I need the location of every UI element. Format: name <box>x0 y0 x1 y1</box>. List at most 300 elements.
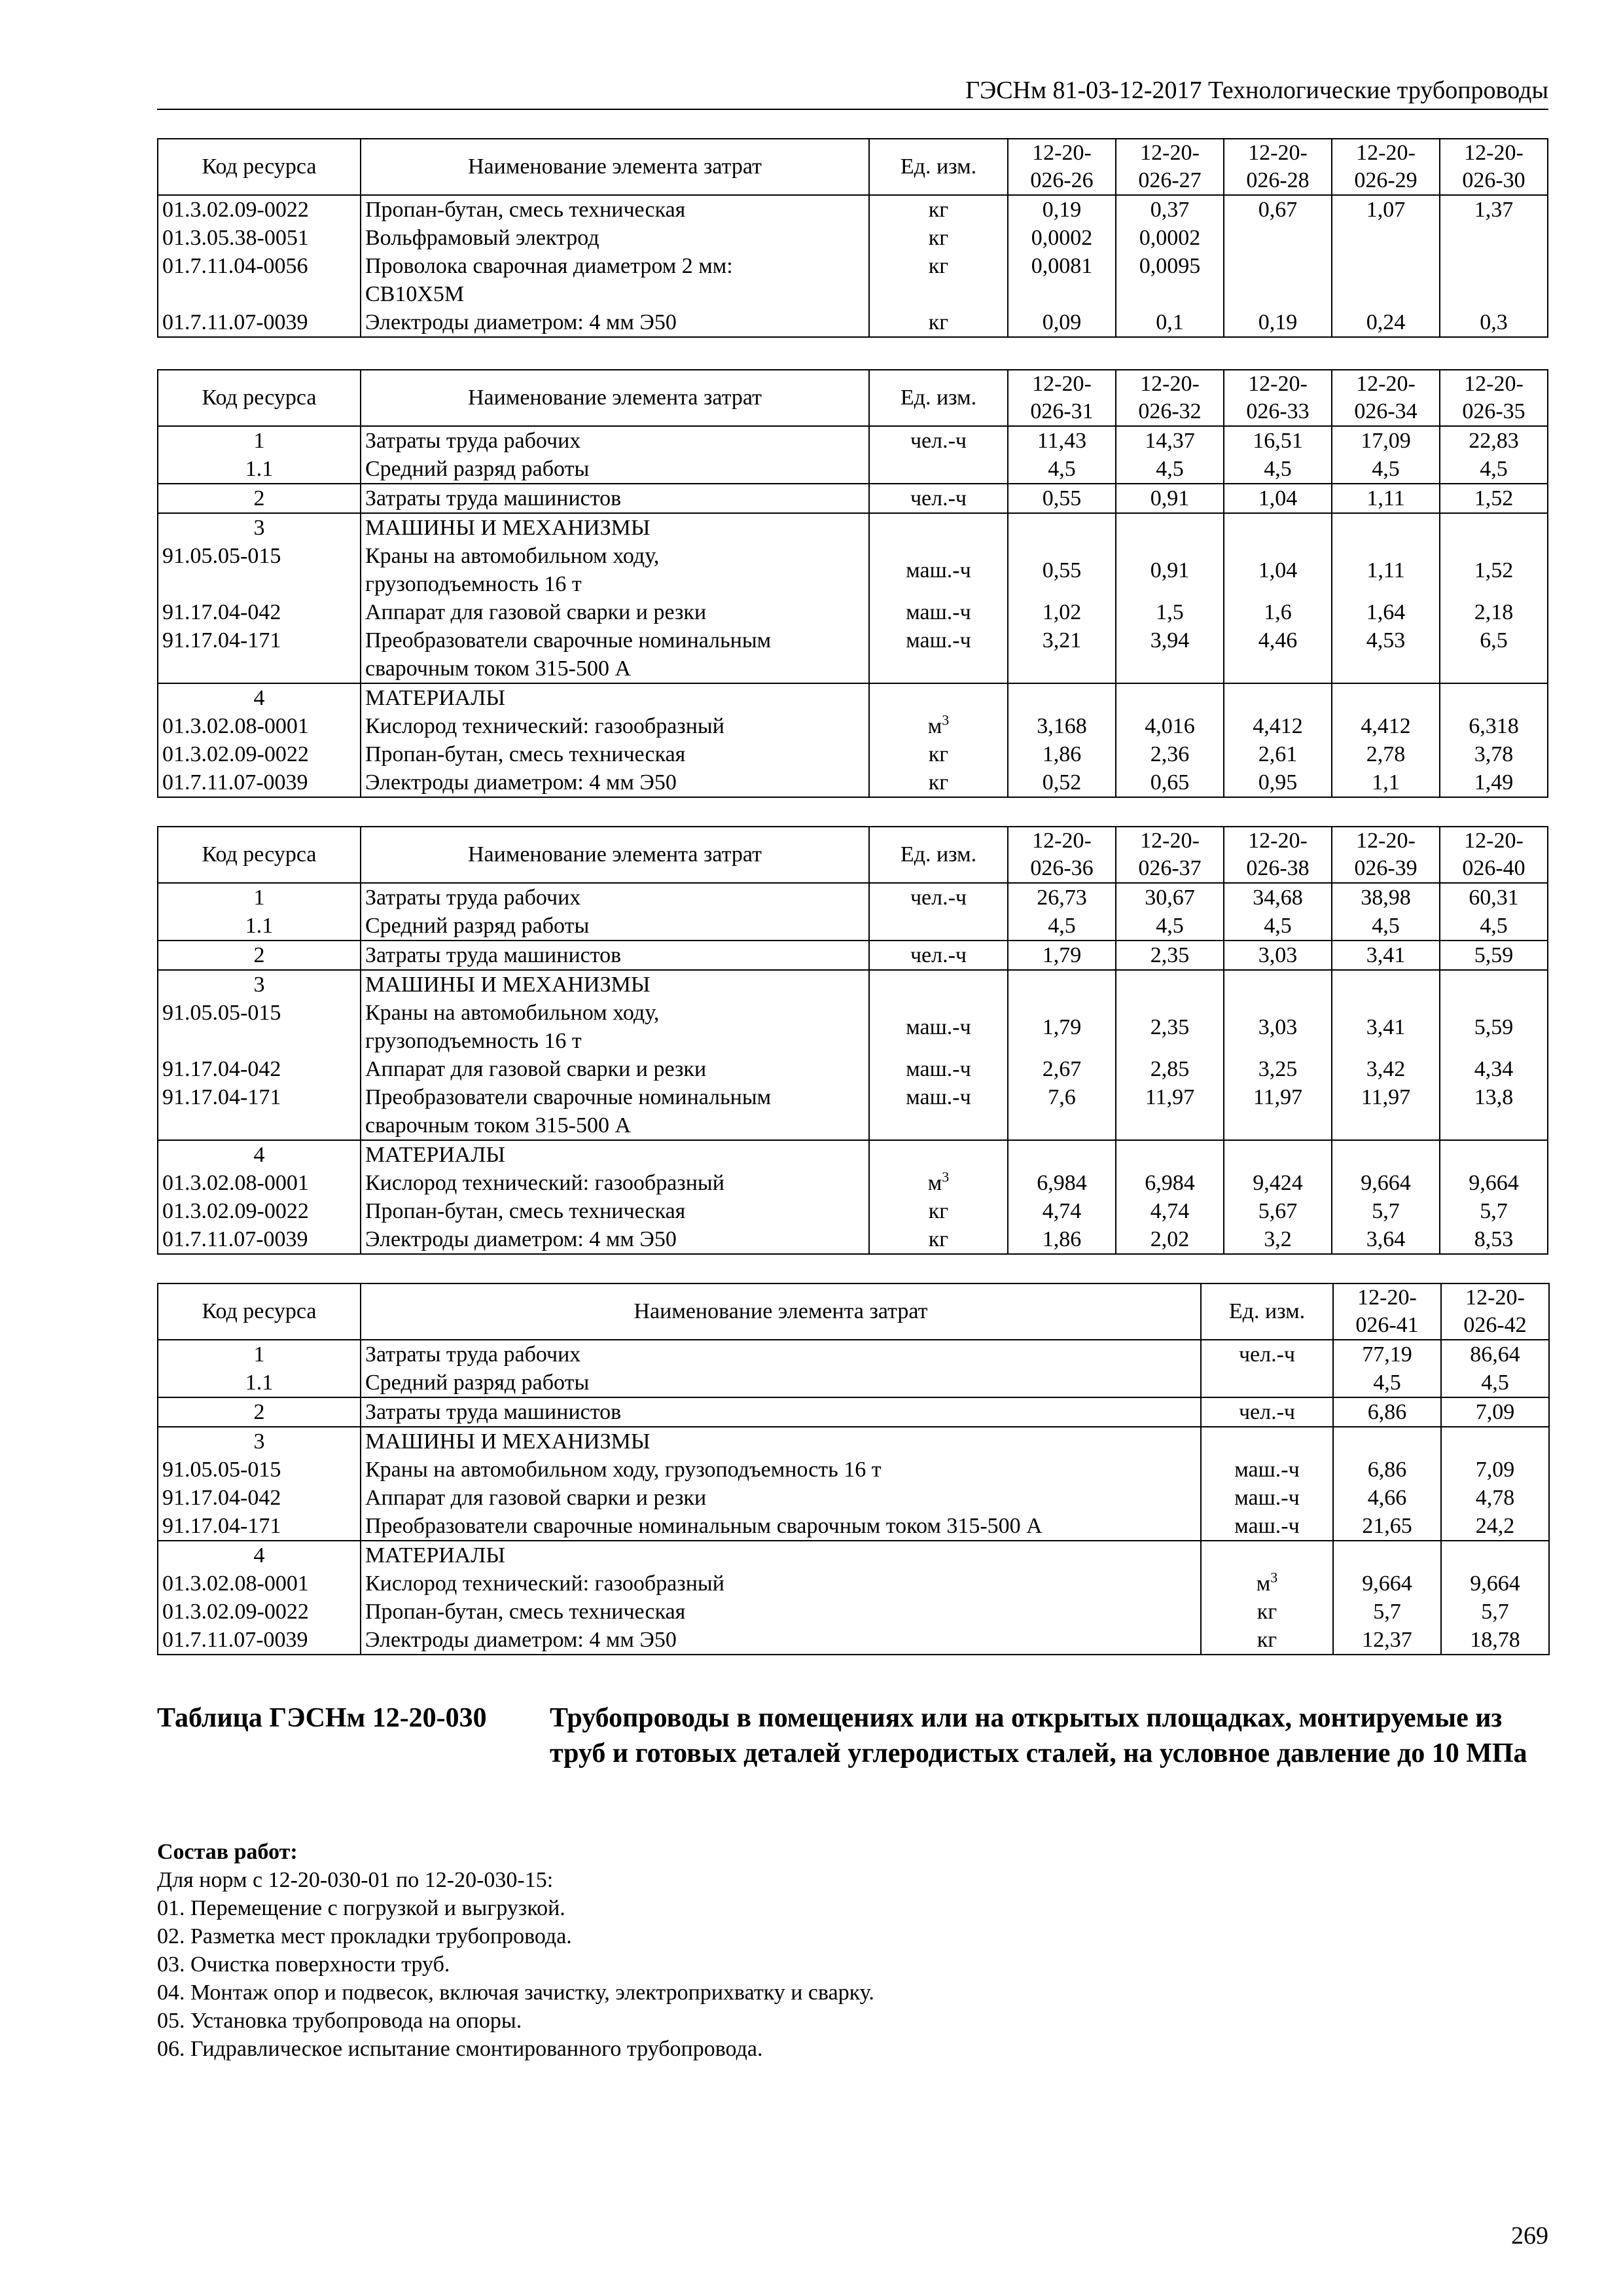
resource-unit: чел.-ч <box>1201 1340 1333 1369</box>
unit-superscript: 3 <box>942 1169 950 1185</box>
resource-name: Средний разряд работы <box>361 912 869 941</box>
norm-value: 1,49 <box>1440 768 1548 797</box>
norm-value: 3,41 <box>1332 999 1440 1055</box>
norm-value: 3,42 <box>1332 1055 1440 1083</box>
resource-unit <box>1201 1369 1333 1397</box>
norm-value <box>1440 683 1548 712</box>
norm-value: 2,67 <box>1008 1055 1116 1083</box>
norm-value: 4,46 <box>1224 626 1332 683</box>
resource-code: 1 <box>158 426 361 455</box>
norm-value: 0,95 <box>1224 768 1332 797</box>
col-header-norm <box>1440 827 1548 883</box>
resource-name: Затраты труда машинистов <box>361 1397 1201 1427</box>
norm-value: 34,68 <box>1224 883 1332 912</box>
table-row <box>158 1140 1548 1169</box>
col-header-norm <box>1332 370 1440 426</box>
resource-name: Пропан-бутан, смесь техническая <box>361 740 869 768</box>
col-header-norm <box>1440 139 1548 195</box>
resource-name: Кислород технический: газообразный <box>361 1169 869 1197</box>
resource-unit: маш.-ч <box>1201 1456 1333 1484</box>
resource-table-1 <box>157 138 1548 338</box>
page-number: 269 <box>1511 2222 1548 2250</box>
section-heading: МАШИНЫ И МЕХАНИЗМЫ <box>361 970 869 999</box>
table-row <box>158 768 1548 797</box>
norm-value: 1,37 <box>1440 195 1548 224</box>
norm-value: 5,59 <box>1440 999 1548 1055</box>
work-composition <box>157 1838 1548 2063</box>
table-row <box>158 1626 1549 1655</box>
norm-value: 1,52 <box>1440 542 1548 598</box>
norm-value <box>1333 1541 1441 1570</box>
norm-value: 9,424 <box>1224 1169 1332 1197</box>
norm-value: 2,85 <box>1116 1055 1224 1083</box>
resource-name: Аппарат для газовой сварки и резки <box>361 1484 1201 1512</box>
resource-code: 91.17.04-042 <box>158 1484 361 1512</box>
norm-value: 5,7 <box>1333 1598 1441 1626</box>
resource-code: 01.3.02.09-0022 <box>158 1598 361 1626</box>
norm-code: 12-20- 026-31 <box>1030 372 1094 423</box>
norm-value: 4,34 <box>1440 1055 1548 1083</box>
norm-value: 0,0002 <box>1008 224 1116 252</box>
norm-value: 12,37 <box>1333 1626 1441 1655</box>
norm-value <box>1440 252 1548 308</box>
col-header-norm <box>1224 370 1332 426</box>
resource-code: 01.7.11.07-0039 <box>158 308 361 337</box>
norm-value: 6,984 <box>1116 1169 1224 1197</box>
table-row <box>158 912 1548 941</box>
resource-code: 01.7.11.04-0056 <box>158 252 361 308</box>
resource-unit: кг <box>869 1197 1008 1225</box>
resource-code: 3 <box>158 970 361 999</box>
norm-value: 5,7 <box>1332 1197 1440 1225</box>
norm-value <box>1224 252 1332 308</box>
norm-code: 12-20- 026-28 <box>1246 141 1310 192</box>
resource-unit <box>869 970 1008 999</box>
resource-name: Преобразователи сварочные номинальным сварочным током 315-500 А <box>361 1083 869 1140</box>
resource-code: 91.17.04-171 <box>158 1083 361 1140</box>
col-header-norm <box>1224 139 1332 195</box>
col-header-norm <box>1008 370 1116 426</box>
table-header-row <box>158 370 1548 426</box>
norm-value: 0,1 <box>1116 308 1224 337</box>
norm-value <box>1441 1427 1549 1456</box>
norm-value: 4,5 <box>1440 912 1548 941</box>
table-row <box>158 1083 1548 1140</box>
norm-code: 12-20- 026-37 <box>1138 829 1202 880</box>
norm-value: 24,2 <box>1441 1512 1549 1541</box>
resource-code: 91.05.05-015 <box>158 999 361 1055</box>
norm-value: 9,664 <box>1333 1570 1441 1598</box>
unit-text: м <box>1256 1571 1271 1596</box>
norm-value: 1,02 <box>1008 598 1116 626</box>
table-caption-title: Трубопроводы в помещениях или на открытых площадках, монтируемые из труб и готовых деталей углеродистых сталей, на условное давление до 10 МПа <box>550 1703 1527 1768</box>
norm-value: 2,78 <box>1332 740 1440 768</box>
norm-value: 3,2 <box>1224 1225 1332 1254</box>
norm-value <box>1224 513 1332 542</box>
norm-value <box>1008 970 1116 999</box>
resource-unit: маш.-ч <box>869 999 1008 1055</box>
table-header-row <box>158 1283 1549 1340</box>
norm-value: 1,04 <box>1224 542 1332 598</box>
norm-value: 9,664 <box>1332 1169 1440 1197</box>
resource-name: Затраты труда рабочих <box>361 1340 1201 1369</box>
norm-code: 12-20- 026-38 <box>1246 829 1310 880</box>
resource-name: Проволока сварочная диаметром 2 мм: СВ10Х5М <box>361 252 869 308</box>
norm-value: 14,37 <box>1116 426 1224 455</box>
col-header-code: Код ресурса <box>158 1283 361 1340</box>
col-header-norm <box>1440 370 1548 426</box>
norm-value: 4,5 <box>1224 455 1332 484</box>
norm-value: 18,78 <box>1441 1626 1549 1655</box>
table-row <box>158 970 1548 999</box>
col-header-unit: Ед. изм. <box>1201 1283 1333 1340</box>
norm-value: 0,52 <box>1008 768 1116 797</box>
table-row <box>158 224 1548 252</box>
norm-code: 12-20- 026-32 <box>1138 372 1202 423</box>
norm-value: 22,83 <box>1440 426 1548 455</box>
resource-name: Электроды диаметром: 4 мм Э50 <box>361 308 869 337</box>
resource-unit <box>869 683 1008 712</box>
table-row <box>158 683 1548 712</box>
resource-code: 01.3.02.09-0022 <box>158 195 361 224</box>
resource-unit: чел.-ч <box>869 941 1008 970</box>
norm-value: 1,6 <box>1224 598 1332 626</box>
table-header-row <box>158 139 1548 195</box>
resource-unit: маш.-ч <box>869 1083 1008 1140</box>
norm-value <box>1224 683 1332 712</box>
norm-value: 3,64 <box>1332 1225 1440 1254</box>
resource-unit: маш.-ч <box>1201 1484 1333 1512</box>
norm-value: 3,03 <box>1224 941 1332 970</box>
resource-name: Затраты труда машинистов <box>361 941 869 970</box>
col-header-norm <box>1116 827 1224 883</box>
resource-code: 01.7.11.07-0039 <box>158 1626 361 1655</box>
norm-code: 12-20- 026-42 <box>1463 1285 1527 1337</box>
resource-name: Затраты труда машинистов <box>361 484 869 513</box>
norm-value: 1,5 <box>1116 598 1224 626</box>
norm-value: 3,21 <box>1008 626 1116 683</box>
section-heading: МАТЕРИАЛЫ <box>361 1541 1201 1570</box>
norm-value: 7,09 <box>1441 1456 1549 1484</box>
resource-unit: кг <box>869 308 1008 337</box>
resource-unit <box>1201 1427 1333 1456</box>
table-row <box>158 999 1548 1055</box>
norm-value <box>1008 1140 1116 1169</box>
resource-name: Электроды диаметром: 4 мм Э50 <box>361 1626 1201 1655</box>
resource-unit: маш.-ч <box>869 542 1008 598</box>
work-step: 04. Монтаж опор и подвесок, включая зачистку, электроприхватку и сварку. <box>157 1981 874 2005</box>
norm-value: 16,51 <box>1224 426 1332 455</box>
unit-text: м <box>927 714 942 738</box>
col-header-code: Код ресурса <box>158 139 361 195</box>
norm-value: 4,66 <box>1333 1484 1441 1512</box>
work-step: 03. Очистка поверхности труб. <box>157 1952 450 1977</box>
norm-value: 0,91 <box>1116 542 1224 598</box>
norm-value: 4,5 <box>1224 912 1332 941</box>
norm-value: 0,37 <box>1116 195 1224 224</box>
table-row <box>158 1397 1549 1427</box>
col-header-norm <box>1116 370 1224 426</box>
table-caption-label: Таблица ГЭСНм 12-20-030 <box>157 1703 487 1733</box>
resource-unit: кг <box>869 252 1008 308</box>
norm-value: 38,98 <box>1332 883 1440 912</box>
resource-code: 4 <box>158 1140 361 1169</box>
norm-value: 3,41 <box>1332 941 1440 970</box>
norm-code: 12-20- 026-40 <box>1462 829 1525 880</box>
norm-value: 1,64 <box>1332 598 1440 626</box>
table-row <box>158 1055 1548 1083</box>
norm-value: 2,18 <box>1440 598 1548 626</box>
resource-code: 91.05.05-015 <box>158 542 361 598</box>
col-header-name: Наименование элемента затрат <box>361 370 869 426</box>
section-heading: МАТЕРИАЛЫ <box>361 683 869 712</box>
norm-value <box>1333 1427 1441 1456</box>
norm-value: 26,73 <box>1008 883 1116 912</box>
resource-code: 01.3.02.09-0022 <box>158 1197 361 1225</box>
norm-value: 4,5 <box>1116 455 1224 484</box>
resource-name: Затраты труда рабочих <box>361 426 869 455</box>
table-row <box>158 1340 1549 1369</box>
table-row <box>158 626 1548 683</box>
table-row <box>158 1369 1549 1397</box>
norm-value: 0,55 <box>1008 484 1116 513</box>
norm-value: 5,7 <box>1441 1598 1549 1626</box>
norm-value: 0,0095 <box>1116 252 1224 308</box>
norm-value: 2,61 <box>1224 740 1332 768</box>
resource-code: 01.3.02.08-0001 <box>158 1169 361 1197</box>
resource-name: Аппарат для газовой сварки и резки <box>361 598 869 626</box>
table-row <box>158 1169 1548 1197</box>
resource-unit: чел.-ч <box>1201 1397 1333 1427</box>
resource-code: 91.17.04-171 <box>158 1512 361 1541</box>
norm-value: 0,0081 <box>1008 252 1116 308</box>
norm-value: 1,11 <box>1332 484 1440 513</box>
table-row <box>158 1598 1549 1626</box>
resource-code: 1.1 <box>158 1369 361 1397</box>
work-step: 05. Установка трубопровода на опоры. <box>157 2009 522 2033</box>
resource-name: Кислород технический: газообразный <box>361 712 869 740</box>
resource-code: 91.17.04-042 <box>158 1055 361 1083</box>
norm-value: 11,97 <box>1224 1083 1332 1140</box>
norm-value: 4,412 <box>1224 712 1332 740</box>
resource-code: 01.3.02.09-0022 <box>158 740 361 768</box>
norm-value: 4,5 <box>1332 912 1440 941</box>
resource-table-4 <box>157 1283 1550 1655</box>
norm-value: 7,09 <box>1441 1397 1549 1427</box>
norm-value <box>1440 970 1548 999</box>
resource-code: 1.1 <box>158 455 361 484</box>
resource-name: Аппарат для газовой сварки и резки <box>361 1055 869 1083</box>
resource-unit: маш.-ч <box>869 598 1008 626</box>
resource-name: Пропан-бутан, смесь техническая <box>361 1197 869 1225</box>
norm-value: 6,86 <box>1333 1397 1441 1427</box>
norm-value <box>1332 513 1440 542</box>
resource-code: 01.3.05.38-0051 <box>158 224 361 252</box>
resource-name: Электроды диаметром: 4 мм Э50 <box>361 1225 869 1254</box>
resource-unit <box>869 1169 1008 1197</box>
norm-value: 5,59 <box>1440 941 1548 970</box>
col-header-norm <box>1008 139 1116 195</box>
resource-name: Затраты труда рабочих <box>361 883 869 912</box>
unit-text: м <box>927 1171 942 1195</box>
norm-value: 2,35 <box>1116 941 1224 970</box>
norm-value: 2,36 <box>1116 740 1224 768</box>
norm-value <box>1116 970 1224 999</box>
resource-name: Пропан-бутан, смесь техническая <box>361 1598 1201 1626</box>
norm-code: 12-20- 026-34 <box>1354 372 1418 423</box>
norm-value <box>1332 252 1440 308</box>
unit-superscript: 3 <box>942 712 950 728</box>
table-row <box>158 598 1548 626</box>
table-row <box>158 484 1548 513</box>
resource-code: 01.3.02.08-0001 <box>158 1570 361 1598</box>
resource-code: 1 <box>158 1340 361 1369</box>
norm-code: 12-20- 026-39 <box>1354 829 1418 880</box>
table-row <box>158 1570 1549 1598</box>
work-step: 06. Гидравлическое испытание смонтированного трубопровода. <box>157 2037 763 2061</box>
norm-value: 1,1 <box>1332 768 1440 797</box>
norm-value: 11,97 <box>1332 1083 1440 1140</box>
resource-name: Краны на автомобильном ходу, грузоподъемность 16 т <box>361 999 869 1055</box>
resource-unit <box>869 455 1008 484</box>
resource-unit <box>1201 1570 1333 1598</box>
work-step: 02. Разметка мест прокладки трубопровода. <box>157 1924 572 1948</box>
resource-code: 3 <box>158 513 361 542</box>
norm-value: 1,86 <box>1008 1225 1116 1254</box>
resource-name: Преобразователи сварочные номинальным сварочным током 315-500 А <box>361 1512 1201 1541</box>
norm-value <box>1441 1541 1549 1570</box>
norm-value: 0,09 <box>1008 308 1116 337</box>
table-row <box>158 712 1548 740</box>
norm-value: 4,412 <box>1332 712 1440 740</box>
norm-value <box>1224 1140 1332 1169</box>
norm-value: 1,79 <box>1008 941 1116 970</box>
resource-code: 2 <box>158 484 361 513</box>
resource-code: 3 <box>158 1427 361 1456</box>
norm-code: 12-20- 026-35 <box>1462 372 1525 423</box>
resource-name: Средний разряд работы <box>361 455 869 484</box>
resource-code: 91.05.05-015 <box>158 1456 361 1484</box>
norm-code: 12-20- 026-29 <box>1354 141 1418 192</box>
table-row <box>158 941 1548 970</box>
resource-code: 4 <box>158 683 361 712</box>
resource-unit: кг <box>1201 1626 1333 1655</box>
col-header-norm <box>1332 139 1440 195</box>
table-row <box>158 542 1548 598</box>
resource-unit <box>869 1140 1008 1169</box>
col-header-norm <box>1332 827 1440 883</box>
norm-value: 9,664 <box>1441 1570 1549 1598</box>
table-row <box>158 1197 1548 1225</box>
resource-unit <box>869 513 1008 542</box>
norm-value: 1,07 <box>1332 195 1440 224</box>
table-row <box>158 426 1548 455</box>
norm-value: 4,5 <box>1441 1369 1549 1397</box>
norm-value: 8,53 <box>1440 1225 1548 1254</box>
norm-value: 4,5 <box>1008 912 1116 941</box>
norm-value: 4,78 <box>1441 1484 1549 1512</box>
resource-code: 2 <box>158 1397 361 1427</box>
norm-value <box>1116 513 1224 542</box>
norm-code: 12-20- 026-33 <box>1246 372 1310 423</box>
resource-unit <box>869 912 1008 941</box>
norm-value: 4,5 <box>1333 1369 1441 1397</box>
col-header-name: Наименование элемента затрат <box>361 1283 1201 1340</box>
norm-value: 86,64 <box>1441 1340 1549 1369</box>
norm-value: 0,0002 <box>1116 224 1224 252</box>
table-row <box>158 513 1548 542</box>
table-row <box>158 740 1548 768</box>
norm-value: 1,52 <box>1440 484 1548 513</box>
resource-name: Вольфрамовый электрод <box>361 224 869 252</box>
work-composition-heading: Состав работ: <box>157 1840 298 1864</box>
norm-value: 4,5 <box>1116 912 1224 941</box>
table-row <box>158 252 1548 308</box>
norm-value: 11,43 <box>1008 426 1116 455</box>
norm-value: 0,67 <box>1224 195 1332 224</box>
norm-value: 0,65 <box>1116 768 1224 797</box>
col-header-name: Наименование элемента затрат <box>361 827 869 883</box>
norm-value <box>1332 683 1440 712</box>
norm-value: 0,24 <box>1332 308 1440 337</box>
col-header-name: Наименование элемента затрат <box>361 139 869 195</box>
norm-code: 12-20- 026-41 <box>1355 1285 1419 1337</box>
norm-value: 4,74 <box>1116 1197 1224 1225</box>
norm-value: 21,65 <box>1333 1512 1441 1541</box>
col-header-code: Код ресурса <box>158 827 361 883</box>
norm-value: 11,97 <box>1116 1083 1224 1140</box>
section-heading: МАШИНЫ И МЕХАНИЗМЫ <box>361 1427 1201 1456</box>
table-row <box>158 455 1548 484</box>
resource-unit: маш.-ч <box>869 1055 1008 1083</box>
norm-code: 12-20- 026-26 <box>1030 141 1094 192</box>
norm-value <box>1440 513 1548 542</box>
unit-superscript: 3 <box>1270 1570 1278 1586</box>
resource-name: Средний разряд работы <box>361 1369 1201 1397</box>
resource-unit: чел.-ч <box>869 426 1008 455</box>
norm-value: 3,25 <box>1224 1055 1332 1083</box>
norm-value: 3,94 <box>1116 626 1224 683</box>
table-row <box>158 883 1548 912</box>
resource-table-3 <box>157 826 1548 1255</box>
table-row <box>158 1484 1549 1512</box>
table-row <box>158 1225 1548 1254</box>
norm-value: 4,74 <box>1008 1197 1116 1225</box>
col-header-norm <box>1441 1283 1549 1340</box>
norm-value <box>1008 513 1116 542</box>
resource-unit: чел.-ч <box>869 883 1008 912</box>
table-row <box>158 195 1548 224</box>
table-header-row <box>158 827 1548 883</box>
norm-value: 7,6 <box>1008 1083 1116 1140</box>
resource-code: 1 <box>158 883 361 912</box>
col-header-unit: Ед. изм. <box>869 827 1008 883</box>
col-header-norm <box>1224 827 1332 883</box>
norm-value: 17,09 <box>1332 426 1440 455</box>
norm-value: 30,67 <box>1116 883 1224 912</box>
resource-unit: кг <box>869 740 1008 768</box>
norm-value: 3,03 <box>1224 999 1332 1055</box>
resource-code: 1.1 <box>158 912 361 941</box>
resource-unit: кг <box>869 768 1008 797</box>
resource-table-2 <box>157 369 1548 798</box>
work-step: 01. Перемещение с погрузкой и выгрузкой. <box>157 1896 565 1920</box>
norm-code: 12-20- 026-30 <box>1462 141 1525 192</box>
norm-value <box>1116 1140 1224 1169</box>
norm-value <box>1440 224 1548 252</box>
norm-value <box>1116 683 1224 712</box>
resource-unit: кг <box>869 195 1008 224</box>
